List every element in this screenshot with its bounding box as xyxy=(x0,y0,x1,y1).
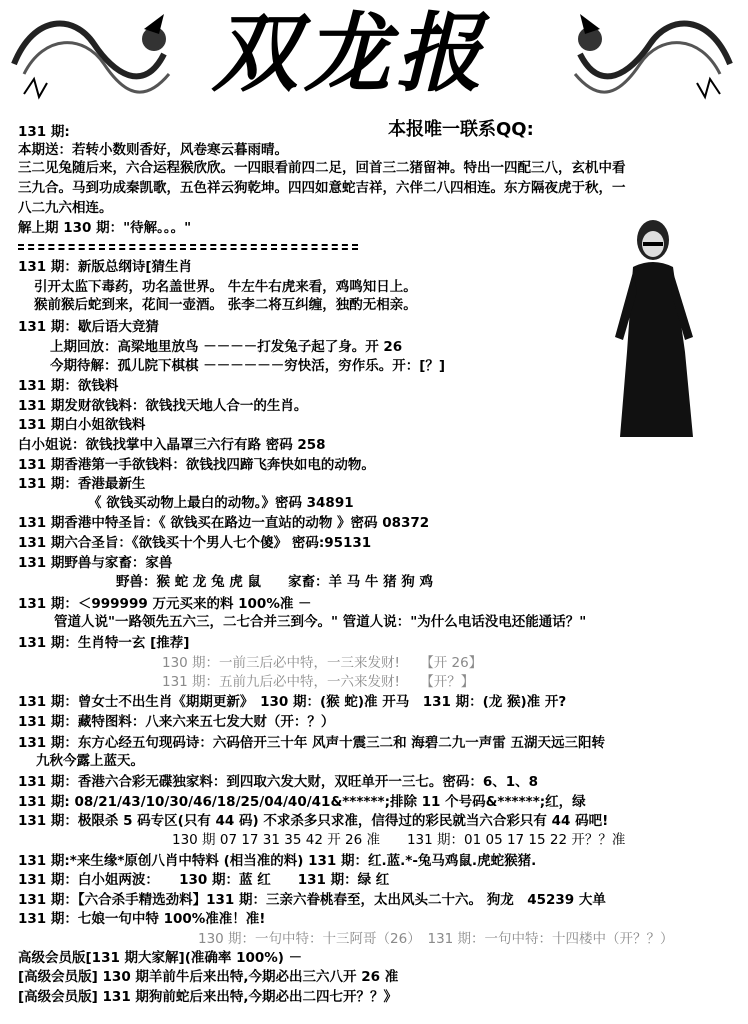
text-line: 130 期：一前三后必中特，一三来发财! 【开 26】 xyxy=(162,655,483,671)
text-line: 今期待解：孤儿院下棋棋 －－－－－－穷快活，穷作乐。开：[？] xyxy=(50,358,446,374)
text-line: 高级会员版[131 期大家解](准确率 100%) － xyxy=(18,950,303,966)
text-line: 管道人说"一路领先五六三，二七合并三到今。" 管道人说："为什么电话没电还能通话？" xyxy=(54,614,587,630)
text-line: 三九合。马到功成秦凯歌，五色祥云狗乾坤。四四如意蛇吉祥，六伴二八四相连。东方隔夜虎于秋，一 xyxy=(18,180,626,196)
text-line: 131 期：藏特图料：八来六来五七发大财（开：？） xyxy=(18,714,335,730)
text-line: 131 期：生肖特一玄 [推荐] xyxy=(18,635,190,651)
text-line: 《 欲钱买动物上最白的动物。》密码 34891 xyxy=(88,495,354,511)
text-line: 九秋今露上蓝天。 xyxy=(36,753,144,769)
text-line: 野兽：猴 蛇 龙 兔 虎 鼠 家畜：羊 马 牛 猪 狗 鸡 xyxy=(116,574,433,590)
text-line: [高级会员版] 131 期狗前蛇后来出特,今期必出二四七开？？》 xyxy=(18,989,398,1005)
text-line: 131 期：欲钱料 xyxy=(18,378,119,394)
text-line: 131 期: 08/21/43/10/30/46/18/25/04/40/41&******;排除 11 个号码&******;红，绿 xyxy=(18,794,586,810)
text-line: 131 期：曾女士不出生肖《期期更新》 130 期：(猴 蛇)准 开马 131 期：(龙 猴)准 开? xyxy=(18,694,567,710)
text-line: 131 期六合圣旨：《欲钱买十个男人七个傻》 密码:95131 xyxy=(18,535,372,551)
text-line: 上期回放：高梁地里放鸟 －－－－打发兔子起了身。开 26 xyxy=(50,339,403,355)
man-figure-icon xyxy=(605,212,705,442)
text-line: 131 期野兽与家畜：家兽 xyxy=(18,555,173,571)
text-line: 白小姐说：欲钱找掌中入晶罩三六行有路 密码 258 xyxy=(18,437,326,453)
text-line: 131 期香港第一手欲钱料：欲钱找四蹄飞奔快如电的动物。 xyxy=(18,457,375,473)
text-line: 131 期：【六合杀手精选劲料】131 期：三亲六眷桃春至，太出风头二十六。 狗龙 45239 大单 xyxy=(18,892,606,908)
text-line: 解上期 130 期："待解。。。" xyxy=(18,220,192,236)
text-line: 131 期：歇后语大竞猜 xyxy=(18,319,159,335)
divider xyxy=(18,244,358,246)
text-line: 八二九六相连。 xyxy=(18,200,113,216)
text-line: 131 期: xyxy=(18,124,70,140)
divider xyxy=(18,248,358,250)
dragon-right-icon xyxy=(570,4,740,114)
text-line: [高级会员版] 130 期羊前牛后来出特,今期必出三六八开 26 准 xyxy=(18,969,399,985)
dragon-left-icon xyxy=(4,4,174,114)
text-line: 130 期 07 17 31 35 42 开 26 准 131 期：01 05 17 15 22 开？？准 xyxy=(172,832,626,848)
text-line: 131 期：极限杀 5 码专区(只有 44 码) 不求杀多只求准，信得过的彩民就当六合彩只有 44 码吧! xyxy=(18,813,609,829)
text-line: 131 期:*来生缘*原创八肖中特料 (相当准的料) 131 期：红.蓝.*-兔马鸡鼠.虎蛇猴猪. xyxy=(18,853,537,869)
contact-slogan: 本报唯一联系QQ: xyxy=(388,119,534,140)
text-line: 猴前猴后蛇到来，花间一壶酒。 张李二将互纠缠，独酌无相亲。 xyxy=(34,297,417,313)
text-line: 131 期：新版总纲诗[猜生肖 xyxy=(18,259,193,275)
text-line: 本期送：若转小数则香好，风卷寒云暮雨晴。 xyxy=(18,142,288,158)
text-line: 131 期：东方心经五句现码诗：六码倍开三十年 风声十震三二和 海碧二九一声雷 五湖天远三阳转 xyxy=(18,735,605,751)
text-line: 131 期：香港最新生 xyxy=(18,476,146,492)
text-line: 131 期：五前九后必中特，一六来发财! 【开？】 xyxy=(162,674,475,690)
text-line: 131 期：香港六合彩无碟独家料：到四取六发大财，双旺单开一三七。密码：6、1、8 xyxy=(18,774,539,790)
text-line: 三二见兔随后来，六合运程猴欣欣。一四眼看前四二足，回首三二猪留神。特出一四配三八，玄机中看 xyxy=(18,160,626,176)
text-line: 131 期发财欲钱料：欲钱找天地人合一的生肖。 xyxy=(18,398,308,414)
text-line: 131 期白小姐欲钱料 xyxy=(18,417,146,433)
page-title: 双龙报 xyxy=(212,3,488,104)
text-line: 131 期香港中特圣旨：《 欲钱买在路边一直站的动物 》密码 08372 xyxy=(18,515,430,531)
text-line: 引开太监下毒药，功名盖世界。 牛左牛右虎来看，鸡鸣知日上。 xyxy=(34,279,417,295)
text-line: 131 期：＜999999 万元买来的料 100%准 － xyxy=(18,596,312,612)
text-line: 130 期：一句中特：十三阿哥（26） 131 期：一句中特：十四楼中（开？？） xyxy=(198,931,674,947)
text-line: 131 期：七娘一句中特 100%准准！准! xyxy=(18,911,266,927)
text-line: 131 期：白小姐两波： 130 期：蓝 红 131 期：绿 红 xyxy=(18,872,390,888)
